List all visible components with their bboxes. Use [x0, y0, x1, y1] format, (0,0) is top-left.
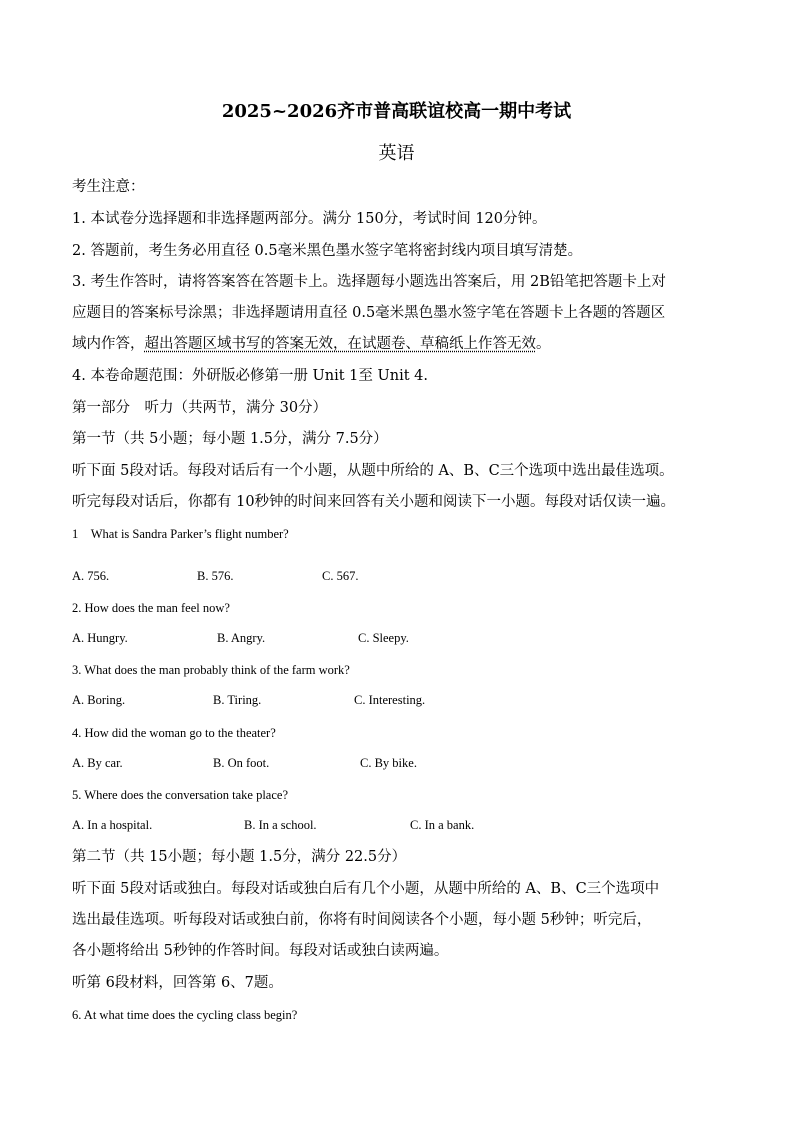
- q1-option-c: C. 567.: [322, 569, 359, 583]
- note-3-pre: 域内作答，: [72, 336, 145, 352]
- q3-option-a: A. Boring.: [72, 693, 126, 707]
- notes-heading: 考生注意：: [72, 179, 145, 195]
- q3-option-b: B. Tiring.: [213, 693, 262, 707]
- question-5: 5. Where does the conversation take place?: [72, 788, 288, 802]
- q2-option-b: B. Angry.: [217, 631, 266, 645]
- q5-option-c: C. In a bank.: [410, 818, 475, 832]
- part1-heading: 第一部分 听力（共两节，满分 30分）: [72, 400, 328, 416]
- q1-option-b: B. 576.: [197, 569, 234, 583]
- q2-option-a: A. Hungry.: [72, 631, 128, 645]
- material-6-note: 听第 6段材料，回答第 6、7题。: [72, 975, 283, 991]
- exam-title: 2025~2026齐市普高联谊校高一期中考试: [221, 101, 572, 122]
- q4-option-a: A. By car.: [72, 756, 123, 770]
- section2-instruction-2: 选出最佳选项。听每段对话或独白前，你将有时间阅读各个小题，每小题 5秒钟；听完后，: [72, 912, 652, 928]
- q5-option-b: B. In a school.: [244, 818, 317, 832]
- note-3-line-3: [72, 333, 733, 355]
- q4-option-c: C. By bike.: [360, 756, 417, 770]
- note-3-post: 。: [536, 336, 551, 352]
- section2-heading: 第二节（共 15小题；每小题 1.5分，满分 22.5分）: [72, 849, 407, 865]
- note-3-emphasis: 超出答题区域书写的答案无效，在试题卷、草稿纸上作答无效: [144, 336, 536, 352]
- question-6: 6. At what time does the cycling class begin?: [72, 1008, 298, 1022]
- q3-option-c: C. Interesting.: [354, 693, 426, 707]
- note-2: 2. 答题前，考生务必用直径 0.5毫米黑色墨水签字笔将密封线内项目填写清楚。: [72, 243, 583, 259]
- question-3: 3. What does the man probably think of the farm work?: [72, 663, 350, 677]
- q2-option-c: C. Sleepy.: [358, 631, 409, 645]
- section1-heading: 第一节（共 5小题；每小题 1.5分，满分 7.5分）: [72, 431, 388, 447]
- question-4: 4. How did the woman go to the theater?: [72, 726, 276, 740]
- q4-option-b: B. On foot.: [213, 756, 270, 770]
- q1-option-a: A. 756.: [72, 569, 110, 583]
- subject-title: 英语: [378, 143, 415, 164]
- note-4: 4. 本卷命题范围：外研版必修第一册 Unit 1至 Unit 4.: [72, 368, 428, 384]
- question-2: 2. How does the man feel now?: [72, 601, 230, 615]
- q5-option-a: A. In a hospital.: [72, 818, 153, 832]
- question-1: 1 What is Sandra Parker’s flight number?: [72, 527, 289, 541]
- note-3-line-1: 3. 考生作答时，请将答案答在答题卡上。选择题每小题选出答案后，用 2B铅笔把答题卡上对: [72, 274, 666, 290]
- section1-instruction-1: 听下面 5段对话。每段对话后有一个小题，从题中所给的 A、B、C三个选项中选出最佳选项。: [72, 463, 674, 479]
- note-1: 1. 本试卷分选择题和非选择题两部分。满分 150分，考试时间 120分钟。: [72, 211, 547, 227]
- note-3-line-2: 应题目的答案标号涂黑；非选择题请用直径 0.5毫米黑色墨水签字笔在答题卡上各题的答题区: [72, 305, 666, 321]
- section2-instruction-1: 听下面 5段对话或独白。每段对话或独白后有几个小题，从题中所给的 A、B、C三个选项中: [72, 881, 660, 897]
- section2-instruction-3: 各小题将给出 5秒钟的作答时间。每段对话或独白读两遍。: [72, 943, 449, 959]
- section1-instruction-2: 听完每段对话后，你都有 10秒钟的时间来回答有关小题和阅读下一小题。每段对话仅读一遍。: [72, 494, 676, 510]
